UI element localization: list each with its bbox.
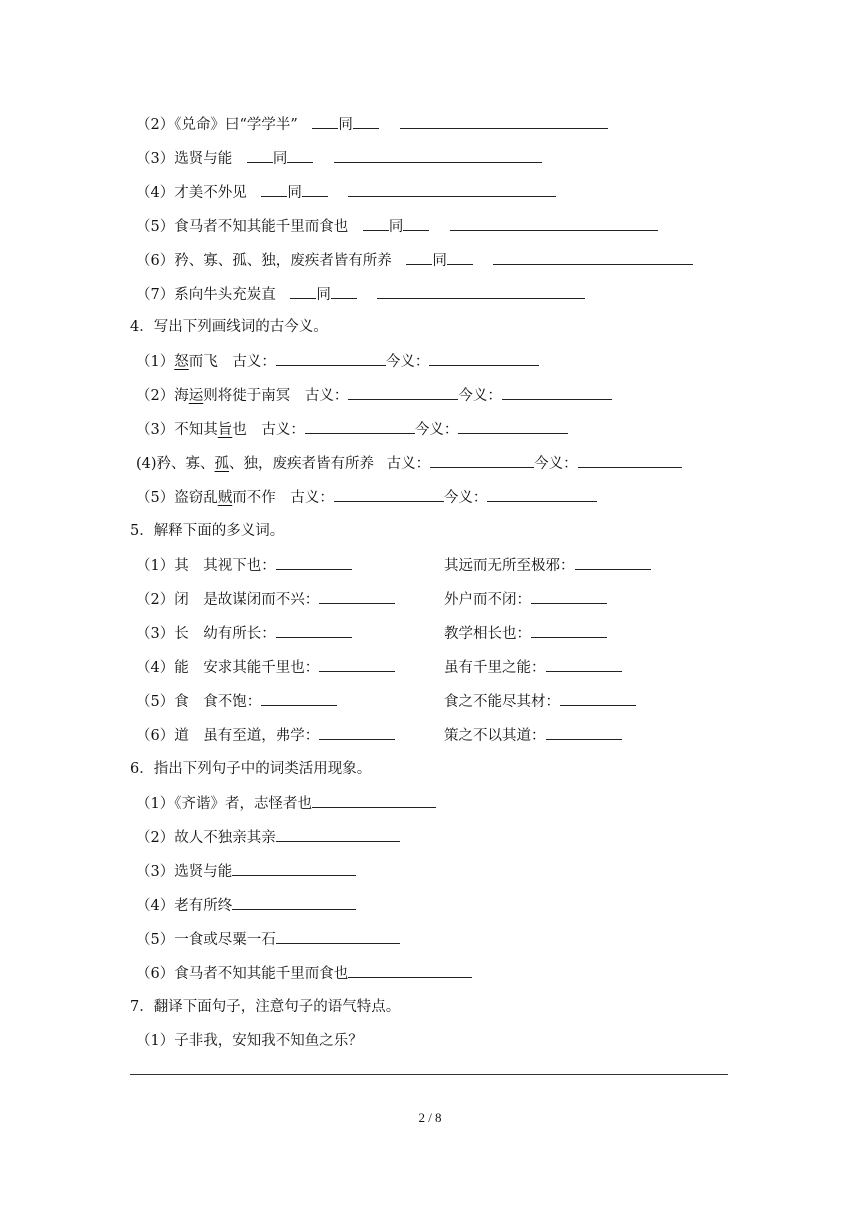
q3-row-6-text: （6）矜、寡、孤、独，废疾者皆有所养 [136, 253, 392, 269]
prompt: 虽有千里之能： [444, 660, 546, 676]
answer-blank[interactable] [287, 148, 313, 163]
prompt: （2）闭 是故谋闭而不兴： [136, 592, 320, 608]
jin-label: 今义： [385, 354, 430, 370]
answer-blank[interactable] [450, 216, 658, 231]
gu-label: 古义： [386, 456, 431, 472]
q3-row-6 [136, 250, 693, 271]
item-number: （3） [136, 422, 175, 438]
q7-row-1: （1）子非我，安知我不知鱼之乐？ [136, 1033, 363, 1049]
prompt: 其远而无所至极邪： [444, 558, 575, 574]
q6-row-2 [136, 827, 400, 848]
item-number: （2） [136, 388, 175, 404]
text: 而不作 [232, 490, 276, 506]
q5-row-4-right [444, 657, 622, 678]
answer-blank[interactable] [319, 589, 395, 604]
answer-blank[interactable] [348, 963, 472, 978]
q6-row-1 [136, 793, 436, 814]
tong-label: 同 [272, 151, 288, 167]
answer-blank[interactable] [247, 148, 273, 163]
q5-row-2-left [136, 589, 395, 610]
answer-blank[interactable] [353, 114, 379, 129]
q3-row-2-text: （2）《兑命》曰“学学半” [136, 117, 298, 133]
answer-blank[interactable] [305, 419, 415, 434]
sentence: （5）一食或尽粟一石 [136, 932, 276, 948]
answer-blank[interactable] [232, 861, 356, 876]
answer-blank[interactable] [276, 623, 352, 638]
q5-row-5-left [136, 691, 337, 712]
item-number: （5） [136, 490, 175, 506]
q4-row-1 [136, 351, 539, 372]
answer-blank[interactable] [348, 385, 458, 400]
answer-blank[interactable] [430, 453, 534, 468]
answer-blank[interactable] [447, 250, 473, 265]
jin-label: 今义： [414, 422, 459, 438]
answer-blank[interactable] [458, 419, 568, 434]
tong-label: 同 [432, 253, 447, 269]
jin-label: 今义： [458, 388, 502, 404]
prompt: （1）其 其视下也： [136, 558, 276, 574]
answer-blank[interactable] [400, 114, 608, 129]
jin-label: 今义： [443, 490, 488, 506]
answer-blank[interactable] [487, 487, 597, 502]
answer-blank[interactable] [403, 216, 429, 231]
answer-blank[interactable] [560, 691, 636, 706]
answer-blank[interactable] [429, 351, 539, 366]
q5-row-6-right [444, 725, 622, 746]
answer-blank[interactable] [493, 250, 693, 265]
answer-blank[interactable] [546, 657, 622, 672]
tong-label: 同 [388, 219, 404, 235]
answer-blank[interactable] [377, 284, 585, 299]
q5-row-1-left [136, 555, 352, 576]
answer-blank[interactable] [319, 657, 395, 672]
text: 、独，废疾者皆有所养 [229, 456, 375, 472]
sentence: （3）选贤与能 [136, 864, 233, 880]
answer-blank[interactable] [331, 284, 357, 299]
q3-row-4 [136, 182, 556, 203]
q4-row-2 [136, 385, 612, 406]
underlined-word: 贼 [217, 490, 233, 506]
q5-row-5-right [444, 691, 636, 712]
prompt: （6）道 虽有至道，弗学： [136, 728, 320, 744]
answer-blank[interactable] [531, 623, 607, 638]
q5-row-4-left [136, 657, 395, 678]
item-number: （1） [136, 354, 175, 370]
q5-row-6-left [136, 725, 395, 746]
gu-label: 古义： [290, 490, 334, 506]
answer-blank[interactable] [319, 725, 395, 740]
q5-row-1-right [444, 555, 651, 576]
q6-row-4 [136, 895, 356, 916]
answer-blank[interactable] [276, 351, 386, 366]
q3-row-2 [136, 114, 608, 135]
q4-row-3 [136, 419, 568, 440]
gu-label: 古义： [261, 422, 305, 438]
page-number: 2 / 8 [418, 1110, 442, 1125]
text: 盗窃乱 [174, 490, 218, 506]
text: 而飞 [188, 354, 218, 370]
prompt: 教学相长也： [444, 626, 531, 642]
underlined-word: 旨 [217, 422, 233, 438]
question-7-heading: 7．翻译下面句子，注意句子的语气特点。 [130, 999, 401, 1015]
answer-blank[interactable] [578, 453, 682, 468]
q5-row-3-right [444, 623, 607, 644]
q6-row-6 [136, 963, 472, 984]
underlined-word: 孤 [214, 456, 230, 472]
sentence: （6）食马者不知其能千里而食也 [136, 966, 349, 982]
question-5-heading: 5．解释下面的多义词。 [130, 523, 285, 539]
underlined-word: 怒 [174, 354, 189, 370]
answer-blank[interactable] [276, 555, 352, 570]
prompt: 食之不能尽其材： [444, 694, 560, 710]
q6-row-5 [136, 929, 400, 950]
item-number: (4) [136, 456, 157, 472]
answer-blank[interactable] [348, 182, 556, 197]
q3-row-4-text: （4）才美不外见 [136, 185, 247, 201]
answer-blank[interactable] [290, 284, 316, 299]
sentence: （4）老有所终 [136, 898, 233, 914]
answer-blank[interactable] [363, 216, 389, 231]
answer-blank[interactable] [531, 589, 607, 604]
answer-blank[interactable] [546, 725, 622, 740]
q4-row-5 [136, 487, 597, 508]
text: 矜、寡、 [156, 456, 215, 472]
sentence: （2）故人不独亲其亲 [136, 830, 276, 846]
sentence: （1）《齐谐》者，志怪者也 [136, 796, 312, 812]
prompt: 策之不以其道： [444, 728, 546, 744]
underlined-word: 运 [188, 388, 204, 404]
answer-blank[interactable] [276, 929, 400, 944]
jin-label: 今义： [534, 456, 578, 472]
text: 也 [232, 422, 247, 438]
gu-label: 古义： [232, 354, 276, 370]
text: 海 [174, 388, 189, 404]
answer-line[interactable] [130, 1074, 728, 1075]
text: 则将徙于南冥 [203, 388, 291, 404]
q3-row-3 [136, 148, 542, 169]
answer-blank[interactable] [406, 250, 432, 265]
question-4-heading: 4．写出下列画线词的古今义。 [130, 319, 328, 335]
prompt: （5）食 食不饱： [136, 694, 262, 710]
answer-blank[interactable] [276, 827, 400, 842]
tong-label: 同 [287, 185, 302, 201]
q4-row-4 [136, 453, 682, 474]
answer-blank[interactable] [334, 487, 444, 502]
answer-blank[interactable] [312, 793, 436, 808]
prompt: （4）能 安求其能千里也： [136, 660, 320, 676]
prompt: （3）长 幼有所长： [136, 626, 276, 642]
q3-row-7-text: （7）系向牛头充炭直 [136, 287, 276, 303]
q5-row-3-left [136, 623, 352, 644]
q3-row-5-text: （5）食马者不知其能千里而食也 [136, 219, 349, 235]
answer-blank[interactable] [261, 691, 337, 706]
q5-row-2-right [444, 589, 607, 610]
tong-label: 同 [316, 287, 331, 303]
answer-blank[interactable] [302, 182, 328, 197]
text: 不知其 [174, 422, 218, 438]
answer-blank[interactable] [261, 182, 287, 197]
prompt: 外户而不闭： [444, 592, 531, 608]
q3-row-5 [136, 216, 658, 237]
answer-blank[interactable] [232, 895, 356, 910]
answer-blank[interactable] [312, 114, 338, 129]
question-6-heading: 6．指出下列句子中的词类活用现象。 [130, 761, 372, 777]
answer-blank[interactable] [502, 385, 612, 400]
tong-label: 同 [338, 117, 353, 133]
gu-label: 古义： [304, 388, 349, 404]
q6-row-3 [136, 861, 356, 882]
answer-blank[interactable] [334, 148, 542, 163]
q3-row-3-text: （3）选贤与能 [136, 151, 233, 167]
answer-blank[interactable] [575, 555, 651, 570]
q3-row-7 [136, 284, 585, 305]
